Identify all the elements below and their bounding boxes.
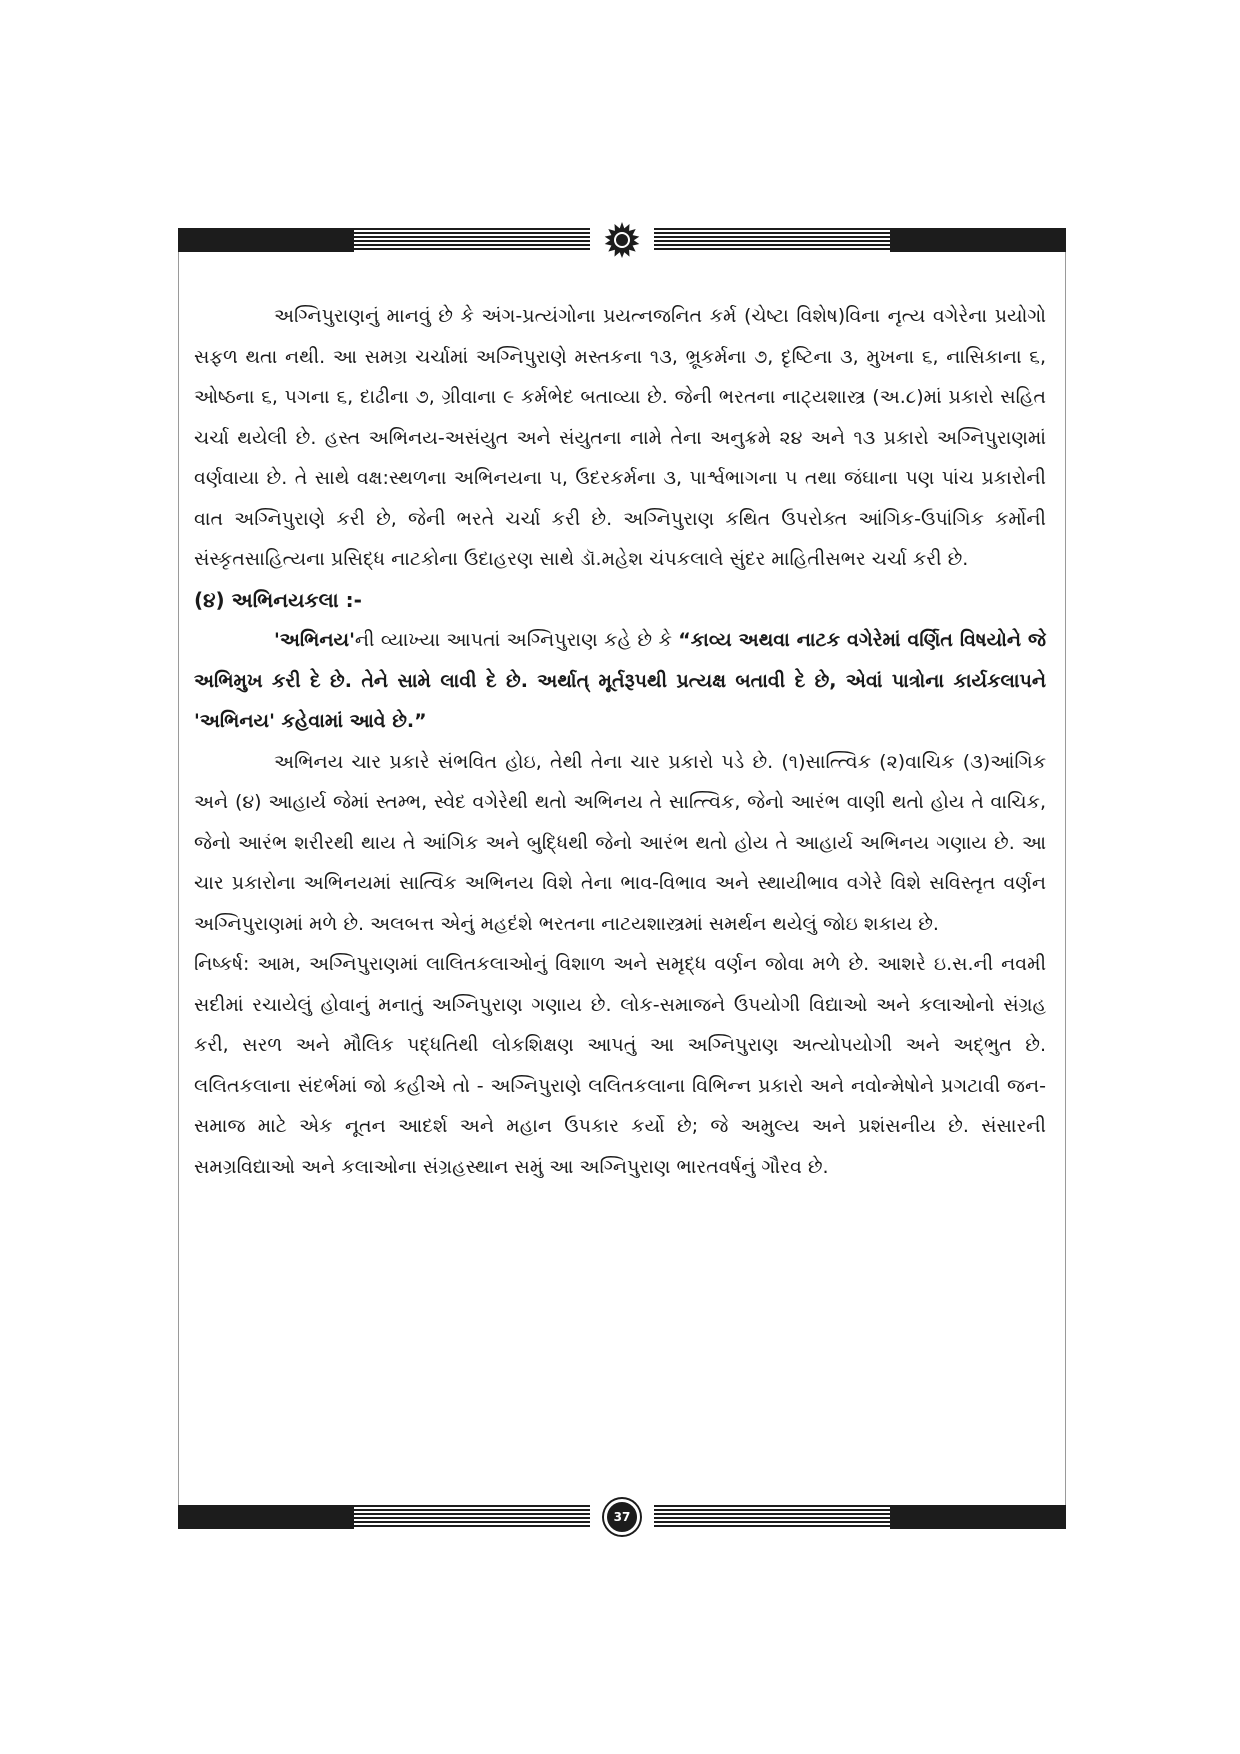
definition-quote: “કાવ્ય અથવા નાટક વગેરેમાં વર્ણિત વિષયોને જે અભિમુખ કરી દે છે. તેને સામે લાવી દે છે. અર્થાત્ મૂર્તરૂપથી પ્રત્યક્ષ બતાવી દે છે, એવાં પાત્રોના કાર્યકલાપને 'અભિનય' કહેવામાં આવે છે.” (194, 629, 1046, 732)
header-bar-left (178, 228, 354, 252)
page-number: 37 (604, 1499, 640, 1535)
section-heading-abhinayakala: (૪) અભિનયકલા :- (194, 587, 362, 612)
footer-bar-right (890, 1505, 1066, 1529)
footer-stripes-left (354, 1505, 590, 1529)
paragraph-conclusion: નિષ્કર્ષ: આમ, અગ્નિપુરાણમાં લાલિતકલાઓનું વિશાળ અને સમૃદ્ધ વર્ણન જોવા મળે છે. આશરે ઇ.સ.ની નવમી સદીમાં રચાયેલું હોવાનું મનાતું અગ્નિપુરાણ ગણાય છે. લોક-સમાજને ઉપયોગી વિદ્યાઓ અને કલાઓનો સંગ્રહ કરી, સરળ અને મૌલિક પદ્ધતિથી લોકશિક્ષણ આપતું આ અગ્નિપુરાણ અત્યોપયોગી અને અદ્‌ભુત છે. લલિતકલાના સંદર્ભમાં જો કહીએ તો - અગ્નિપુરાણે લલિતકલાના વિભિન્ન પ્રકારો અને નવોન્મેષોને પ્રગટાવી જન-સમાજ માટે એક નૂતન આદર્શ અને મહાન ઉપકાર કર્યો છે; જે અમુલ્ય અને પ્રશંસનીય છે. સંસારની સમગ્રવિદ્યાઓ અને કલાઓના સંગ્રહસ્થાન સમું આ અગ્નિપુરાણ ભારતવર્ષનું ગૌરવ છે. (194, 953, 1046, 1178)
header-bar-right (890, 228, 1066, 252)
paragraph-abhinaya-definition (194, 620, 1046, 742)
definition-lead: ની વ્યાખ્યા આપતાં અગ્નિપુરાણ કહે છે કે (354, 629, 679, 651)
header-stripes-right (654, 228, 890, 252)
footer-ornament-band (178, 1505, 1066, 1529)
footer-stripes-right (654, 1505, 890, 1529)
header-ornament-band (178, 228, 1066, 252)
paragraph-abhinaya-types: અભિનય ચાર પ્રકારે સંભવિત હોઇ, તેથી તેના ચાર પ્રકારો પડે છે. (૧)સાત્ત્વિક (૨)વાચિક (૩)આંગિક અને (૪) આહાર્ય જેમાં સ્તમ્ભ, સ્વેદ વગેરેથી થતો અભિનય તે સાત્ત્વિક, જેનો આરંભ વાણી થતો હોય તે વાચિક, જેનો આરંભ શરીરથી થાય તે આંગિક અને બુદ્ધિથી જેનો આરંભ થતો હોય તે આહાર્ય અભિનય ગણાય છે. આ ચાર પ્રકારોના અભિનયમાં સાત્વિક અભિનય વિશે તેના ભાવ-વિભાવ અને સ્થાયીભાવ વગેરે વિશે સવિસ્તૃત વર્ણન અગ્નિપુરાણમાં મળે છે. અલબત્ત એનું મહદંશે ભરતના નાટયશાસ્ત્રમાં સમર્થન થયેલું જોઇ શકાય છે. (194, 750, 1046, 935)
header-stripes-left (354, 228, 590, 252)
abhinaya-term: 'અભિનય' (274, 629, 355, 651)
page-body (194, 296, 1046, 1187)
paragraph-angika-karma: અગ્નિપુરાણનું માનવું છે કે અંગ-પ્રત્યંગોના પ્રયત્નજનિત કર્મ (ચેષ્ટા વિશેષ)વિના નૃત્ય વગેરેના પ્રયોગો સફળ થતા નથી. આ સમગ્ર ચર્ચામાં અગ્નિપુરાણે મસ્તકના ૧૩, ભ્રૂકર્મના ૭, દૃષ્ટિના ૩, મુખના ૬, નાસિકાના ૬, ઓષ્ઠના ૬, પગના ૬, દાઢીના ૭, ગ્રીવાના ૯ કર્મભેદ બતાવ્યા છે. જેની ભરતના નાટ્યશાસ્ત્ર (અ.૮)માં પ્રકારો સહિત ચર્ચા થયેલી છે. હસ્ત અભિનય-અસંયુત અને સંયુતના નામે તેના અનુક્રમે ૨૪ અને ૧૩ પ્રકારો અગ્નિપુરાણમાં વર્ણવાયા છે. તે સાથે વક્ષ:સ્થળના અભિનયના ૫, ઉદરકર્મના ૩, પાર્શ્વભાગના ૫ તથા જંઘાના પણ પાંચ પ્રકારોની વાત અગ્નિપુરાણે કરી છે, જેની ભરતે ચર્ચા કરી છે. અગ્નિપુરાણ કથિત ઉપરોક્ત આંગિક-ઉપાંગિક કર્મોની સંસ્કૃતસાહિત્યના પ્રસિદ્ધ નાટકોના ઉદાહરણ સાથે ડૉ.મહેશ ચંપકલાલે સુંદર માહિતીસભર ચર્ચા કરી છે. (194, 305, 1046, 570)
footer-bar-left (178, 1505, 354, 1529)
sunburst-ornament-icon (604, 222, 640, 258)
